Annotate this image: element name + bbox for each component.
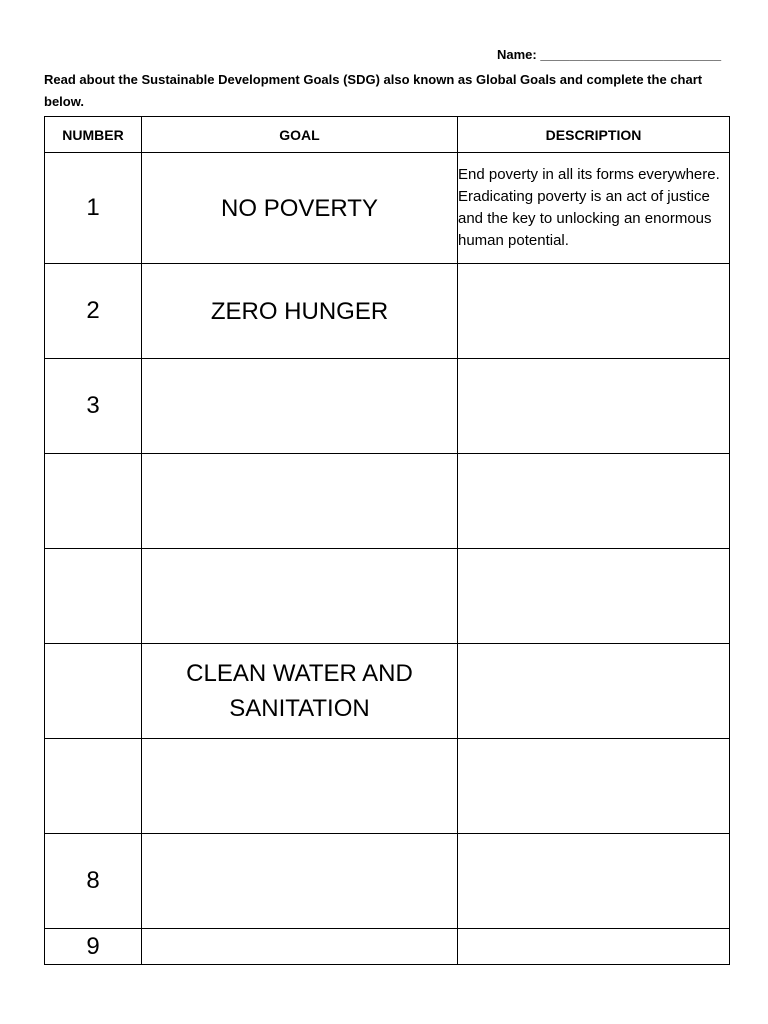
goal-description-cell[interactable] (458, 644, 730, 739)
table-row (45, 644, 730, 739)
column-header-description: DESCRIPTION (458, 117, 730, 153)
instructions-text: Read about the Sustainable Development Goals (SDG) also known as Global Goals and complete the chart below. (44, 72, 703, 109)
goal-name-cell[interactable] (142, 834, 458, 929)
goal-description-cell[interactable] (458, 929, 730, 965)
goal-description-cell[interactable] (458, 739, 730, 834)
name-field-label: Name: _________________________ (497, 47, 722, 62)
table-header-row (45, 117, 730, 153)
goal-name-cell: ZERO HUNGER (142, 264, 458, 359)
goal-name-cell[interactable] (142, 454, 458, 549)
sdg-chart-table (44, 116, 730, 965)
goal-number-cell[interactable] (45, 454, 142, 549)
table-row (45, 549, 730, 644)
goal-description-cell[interactable] (458, 454, 730, 549)
description-line: Eradicating poverty is an act of justice and the key to unlocking an enormous human potential. (458, 188, 712, 249)
column-header-number: NUMBER (45, 117, 142, 153)
goal-description-cell[interactable] (458, 834, 730, 929)
goal-description-cell[interactable] (458, 359, 730, 454)
goal-name-cell[interactable] (142, 549, 458, 644)
goal-number-cell: 2 (45, 264, 142, 359)
table-row (45, 264, 730, 359)
goal-number-cell[interactable] (45, 739, 142, 834)
goal-number-cell: 3 (45, 359, 142, 454)
goal-number-cell[interactable] (45, 549, 142, 644)
goal-name-cell: CLEAN WATER AND SANITATION (142, 644, 458, 739)
goal-name-cell[interactable] (142, 929, 458, 965)
column-header-goal: GOAL (142, 117, 458, 153)
table-row (45, 929, 730, 965)
goal-name-cell: NO POVERTY (142, 153, 458, 264)
goal-description-cell[interactable] (458, 549, 730, 644)
table-row (45, 359, 730, 454)
goal-description-cell[interactable] (458, 264, 730, 359)
goal-number-cell: 1 (45, 153, 142, 264)
goal-name-cell[interactable] (142, 359, 458, 454)
goal-number-cell: 9 (45, 929, 142, 965)
table-row (45, 834, 730, 929)
table-row (45, 454, 730, 549)
goal-description-cell (458, 153, 730, 264)
table-row (45, 739, 730, 834)
goal-number-cell: 8 (45, 834, 142, 929)
table-row (45, 153, 730, 264)
description-line: End poverty in all its forms everywhere. (458, 166, 720, 183)
goal-name-cell[interactable] (142, 739, 458, 834)
goal-number-cell[interactable] (45, 644, 142, 739)
